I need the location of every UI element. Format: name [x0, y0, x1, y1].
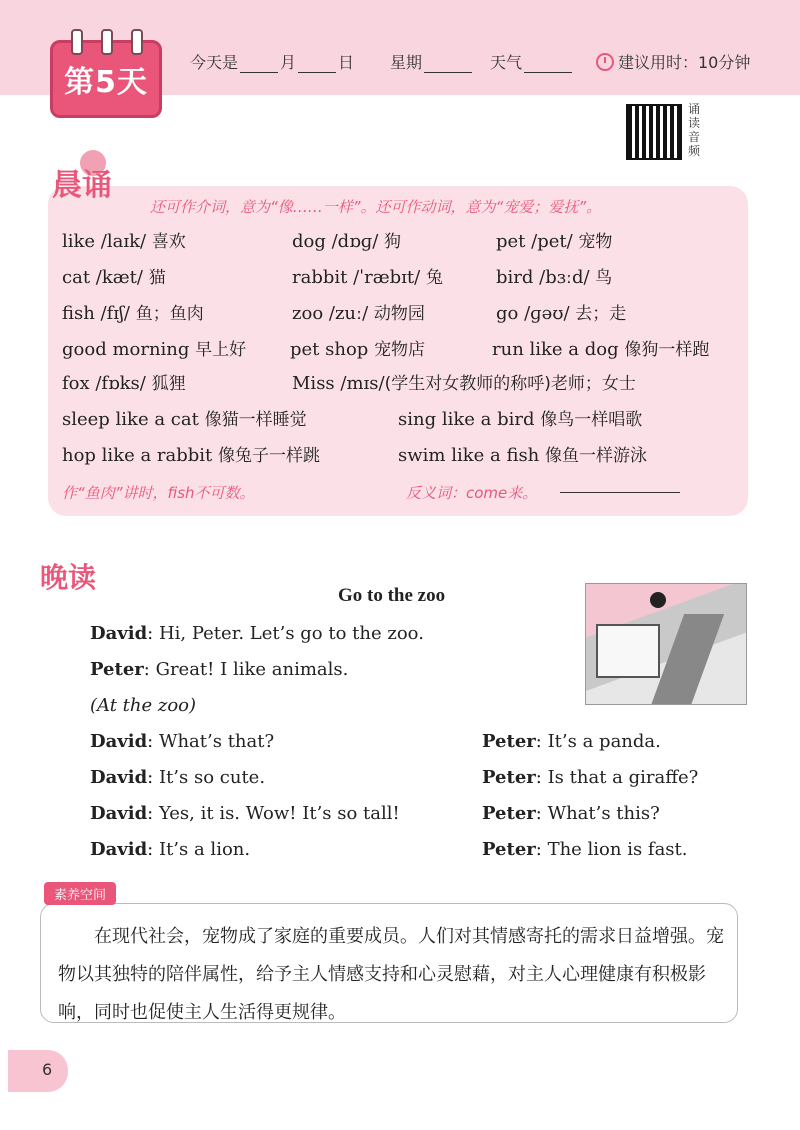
day-label: 第5天 [64, 65, 148, 100]
vocab-item: cat /kæt/ 猫 [62, 267, 166, 288]
clock-icon [596, 53, 614, 71]
literacy-paragraph: 在现代社会，宠物成了家庭的重要成员。人们对其情感寄托的需求日益增强。宠物以其独特的陪伴属性，给予主人情感支持和心灵慰藉，对主人心理健康有积极影响，同时也促使主人生活得更规律。 [58, 926, 724, 1023]
page-number-tab [8, 1050, 68, 1092]
time-hint [596, 50, 750, 73]
morning-badge: 晨诵 [52, 168, 112, 203]
evening-badge: 晚读 [40, 561, 97, 594]
date-label: 日 [338, 53, 355, 72]
phrase-item: good morning 早上好 [62, 339, 247, 360]
phrase-item: hop like a rabbit 像兔子一样跳 [62, 445, 321, 466]
qr-caption: 诵读音频 [688, 102, 701, 158]
vocab-item: bird /bɜːd/ 鸟 [496, 267, 613, 288]
phrase-item: pet shop 宠物店 [290, 339, 426, 360]
qr-code-icon[interactable] [626, 104, 682, 160]
dialogue-line: Peter: Great! I like animals. [90, 659, 349, 680]
literacy-tag: 素养空间 [44, 882, 116, 905]
note-top: 还可作介词，意为“像……一样”。还可作动词，意为“宠爱；爱抚”。 [150, 198, 602, 216]
dialogue-line: Peter: Is that a giraffe? [482, 767, 699, 788]
panda-icon [650, 592, 666, 608]
dialogue-line: Peter: It’s a panda. [482, 731, 661, 752]
date-line [190, 50, 354, 73]
calendar-ring-icon [101, 29, 113, 55]
phrase-item: sing like a bird 像鸟一样唱歌 [398, 409, 643, 430]
page-number: 6 [42, 1060, 53, 1079]
weekday-line [390, 50, 474, 73]
note-bottom-right: 反义词：come来。 [406, 484, 538, 502]
phrase-item: fox /fɒks/ 狐狸 [62, 373, 186, 394]
weather-line [490, 50, 574, 73]
cage-icon [596, 624, 660, 678]
scene-note: (At the zoo) [90, 695, 197, 716]
phrase-item: sleep like a cat 像猫一样睡觉 [62, 409, 307, 430]
weather-label: 天气 [490, 53, 523, 72]
calendar-ring-icon [131, 29, 143, 55]
vocab-item: go /ɡəʊ/ 去；走 [496, 303, 627, 324]
calendar-ring-icon [71, 29, 83, 55]
day-blank[interactable] [298, 58, 336, 73]
vocab-item: like /laɪk/ 喜欢 [62, 231, 186, 252]
dialogue-line: David: What’s that? [90, 731, 275, 752]
phrase-item: swim like a fish 像鱼一样游泳 [398, 445, 648, 466]
time-hint-text: 建议用时：10分钟 [618, 53, 751, 72]
phrase-item: Miss /mɪs/(学生对女教师的称呼)老师；女士 [292, 373, 636, 394]
month-label: 月 [280, 53, 297, 72]
dialogue-line: David: Hi, Peter. Let’s go to the zoo. [90, 623, 424, 644]
vocab-item: rabbit /ˈræbɪt/ 兔 [292, 267, 443, 288]
vocab-item: fish /fɪʃ/ 鱼；鱼肉 [62, 303, 204, 324]
annotation-line [560, 492, 680, 493]
vocab-item: pet /pet/ 宠物 [496, 231, 613, 252]
note-bottom-left: 作“鱼肉”讲时，fish不可数。 [62, 484, 255, 502]
weather-blank[interactable] [524, 58, 572, 73]
calendar-badge [50, 40, 162, 118]
dialogue-line: David: Yes, it is. Wow! It’s so tall! [90, 803, 400, 824]
dialogue-line: Peter: The lion is fast. [482, 839, 688, 860]
passage-title: Go to the zoo [338, 585, 446, 606]
vocab-item: dog /dɒɡ/ 狗 [292, 231, 402, 252]
dialogue-line: Peter: What’s this? [482, 803, 660, 824]
zoo-illustration [585, 583, 747, 705]
vocab-item: zoo /zuː/ 动物园 [292, 303, 425, 324]
weekday-label: 星期 [390, 53, 423, 72]
weekday-blank[interactable] [424, 58, 472, 73]
month-blank[interactable] [240, 58, 278, 73]
today-label: 今天是 [190, 53, 239, 72]
dialogue-line: David: It’s a lion. [90, 839, 251, 860]
phrase-item: run like a dog 像狗一样跑 [492, 339, 710, 360]
dialogue-line: David: It’s so cute. [90, 767, 266, 788]
